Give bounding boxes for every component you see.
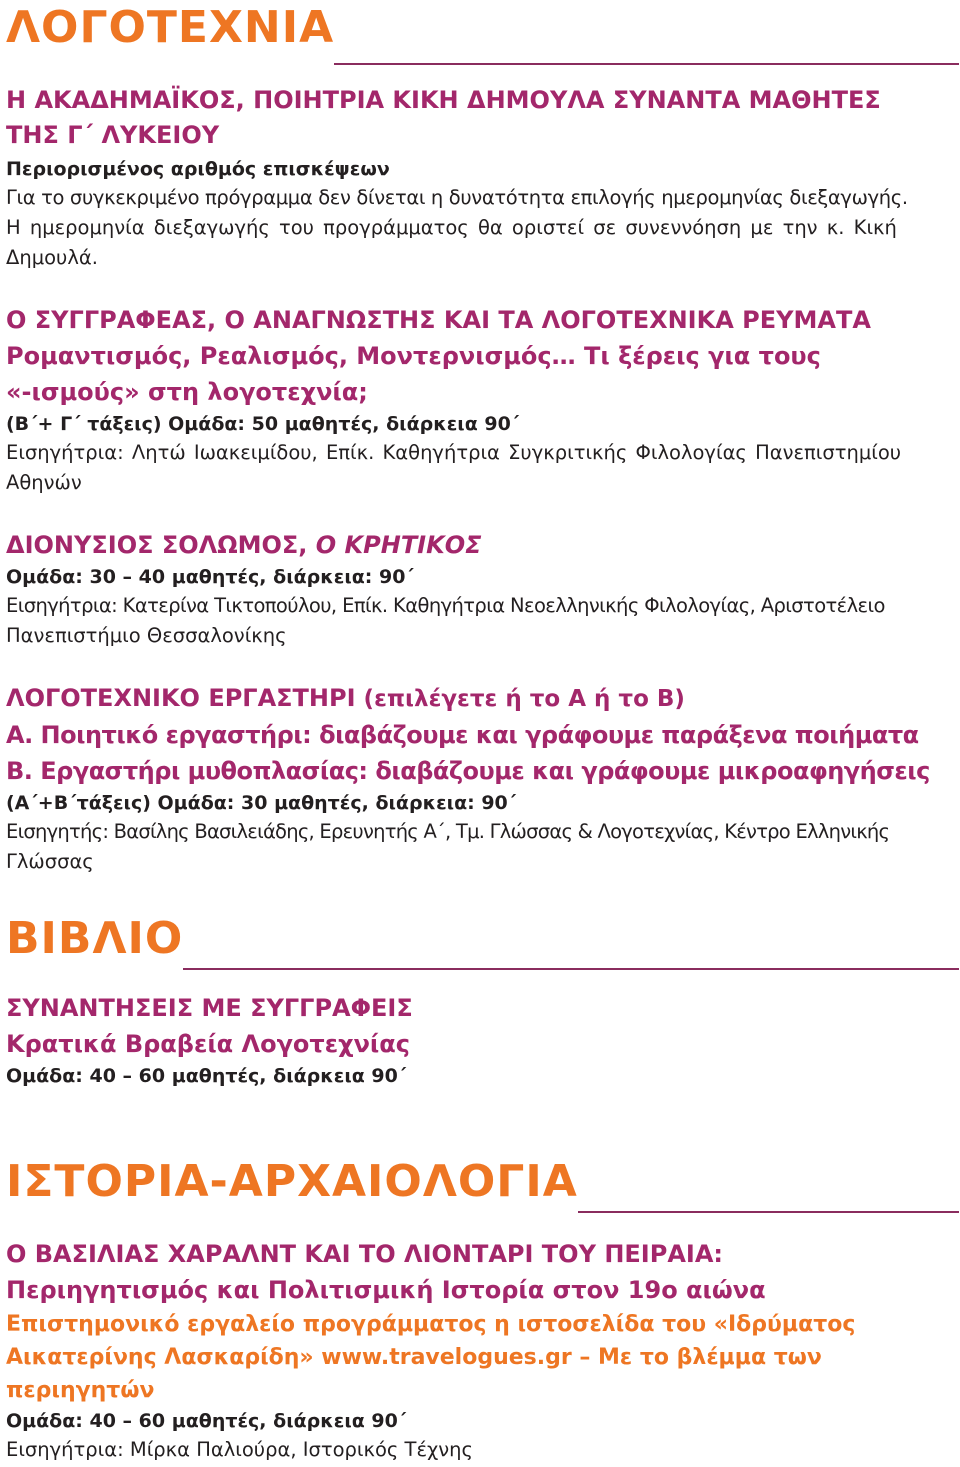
history-section-header	[6, 1156, 959, 1216]
item-meta: Ομάδα: 40 – 60 μαθητές, διάρκεια 90΄	[6, 1065, 407, 1087]
item-subtitle: «-ισμούς» στη λογοτεχνία;	[6, 378, 368, 406]
item-title: Ο ΣΥΓΓΡΑΦΕΑΣ, Ο ΑΝΑΓΝΩΣΤΗΣ ΚΑΙ ΤΑ ΛΟΓΟΤΕΧΝΙΚΑ ΡΕΥΜΑΤΑ	[6, 306, 871, 334]
section-divider	[183, 968, 959, 970]
item-speaker: Αθηνών	[6, 471, 82, 494]
item-title-italic: Ο ΚΡΗΤΙΚΟΣ	[315, 531, 482, 559]
literature-item-4	[6, 680, 959, 877]
literature-item-2	[6, 302, 959, 498]
literature-item-3	[6, 527, 959, 651]
item-resource: περιηγητών	[6, 1378, 155, 1403]
item-title: Ο ΒΑΣΙΛΙΑΣ ΧΑΡΑΛΝΤ ΚΑΙ ΤΟ ΛΙΟΝΤΑΡΙ ΤΟΥ ΠΕΙΡΑΙΑ:	[6, 1240, 723, 1268]
item-text: Η ημερομηνία διεξαγωγής του προγράμματος θα οριστεί σε συνεννόηση με την κ. Κική	[6, 216, 897, 239]
item-meta: (Β΄+ Γ΄ τάξεις) Ομάδα: 50 μαθητές, διάρκεια 90΄	[6, 413, 520, 435]
item-title-main: ΔΙΟΝΥΣΙΟΣ ΣΟΛΩΜΟΣ,	[6, 531, 316, 559]
item-title: ΤΗΣ Γ΄ ΛΥΚΕΙΟΥ	[6, 121, 220, 149]
item-subtitle: Κρατικά Βραβεία Λογοτεχνίας	[6, 1030, 410, 1058]
item-subtitle: Περιηγητισμός και Πολιτισμική Ιστορία στον 19ο αιώνα	[6, 1276, 766, 1304]
section-divider	[334, 63, 959, 65]
section-title: ΙΣΤΟΡΙΑ-ΑΡΧΑΙΟΛΟΓΙΑ	[6, 1156, 578, 1207]
item-meta: Ομάδα: 30 – 40 μαθητές, διάρκεια: 90΄	[6, 566, 414, 588]
item-title: Η ΑΚΑΔΗΜΑΪΚΟΣ, ΠΟΙΗΤΡΙΑ ΚΙΚΗ ΔΗΜΟΥΛΑ ΣΥΝΑΝΤΑ ΜΑΘΗΤΕΣ	[6, 86, 881, 114]
item-speaker: Εισηγητής: Βασίλης Βασιλειάδης, Ερευνητής Α΄, Τμ. Γλώσσας & Λογοτεχνίας, Κέντρο Ελληνικής	[6, 820, 890, 843]
section-divider	[578, 1211, 959, 1213]
item-title	[6, 527, 959, 563]
item-text: Δημουλά.	[6, 246, 98, 269]
item-subtitle: Ρομαντισμός, Ρεαλισμός, Μοντερνισμός… Τι ξέρεις για τους	[6, 342, 821, 370]
item-speaker: Εισηγήτρια: Μίρκα Παλιούρα, Ιστορικός Τέχνης	[6, 1438, 473, 1461]
item-note: Περιορισμένος αριθμός επισκέψεων	[6, 158, 390, 180]
item-speaker: Πανεπιστήμιο Θεσσαλονίκης	[6, 624, 287, 647]
literature-section-header	[6, 2, 959, 68]
item-resource: Επιστημονικό εργαλείο προγράμματος η ιστοσελίδα του «Ιδρύματος	[6, 1312, 856, 1337]
item-meta: (Α΄+Β΄τάξεις) Ομάδα: 30 μαθητές, διάρκεια: 90΄	[6, 792, 517, 814]
option-b: Β. Εργαστήρι μυθοπλασίας: διαβάζουμε και γράφουμε μικροαφηγήσεις	[6, 757, 930, 785]
section-title: ΒΙΒΛΙΟ	[6, 913, 184, 964]
item-speaker: Εισηγήτρια: Κατερίνα Τικτοπούλου, Επίκ. Καθηγήτρια Νεοελληνικής Φιλολογίας, Αριστοτέλειο	[6, 594, 885, 617]
item-title: ΣΥΝΑΝΤΗΣΕΙΣ ΜΕ ΣΥΓΓΡΑΦΕΙΣ	[6, 994, 413, 1022]
item-resource: Αικατερίνης Λασκαρίδη» www.travelogues.gr – Με το βλέμμα των	[6, 1345, 822, 1370]
item-speaker: Γλώσσας	[6, 850, 94, 873]
literature-item-1	[6, 83, 959, 273]
item-title-main: ΛΟΓΟΤΕΧΝΙΚΟ ΕΡΓΑΣΤΗΡΙ	[6, 684, 356, 712]
book-item-1	[6, 990, 959, 1090]
item-text: Για το συγκεκριμένο πρόγραμμα δεν δίνεται η δυνατότητα επιλογής ημερομηνίας διεξαγωγής.	[6, 186, 908, 209]
history-item-1	[6, 1236, 959, 1465]
option-a: Α. Ποιητικό εργαστήρι: διαβάζουμε και γράφουμε παράξενα ποιήματα	[6, 721, 919, 749]
item-speaker: Εισηγήτρια: Λητώ Ιωακειμίδου, Επίκ. Καθηγήτρια Συγκριτικής Φιλολογίας Πανεπιστημίου	[6, 441, 902, 464]
section-title: ΛΟΓΟΤΕΧΝΙΑ	[6, 2, 335, 53]
book-section-header	[6, 913, 959, 973]
item-meta: Ομάδα: 40 – 60 μαθητές, διάρκεια 90΄	[6, 1410, 407, 1432]
item-title-choice: (επιλέγετε ή το Α ή το Β)	[355, 686, 685, 712]
item-title	[6, 680, 959, 717]
